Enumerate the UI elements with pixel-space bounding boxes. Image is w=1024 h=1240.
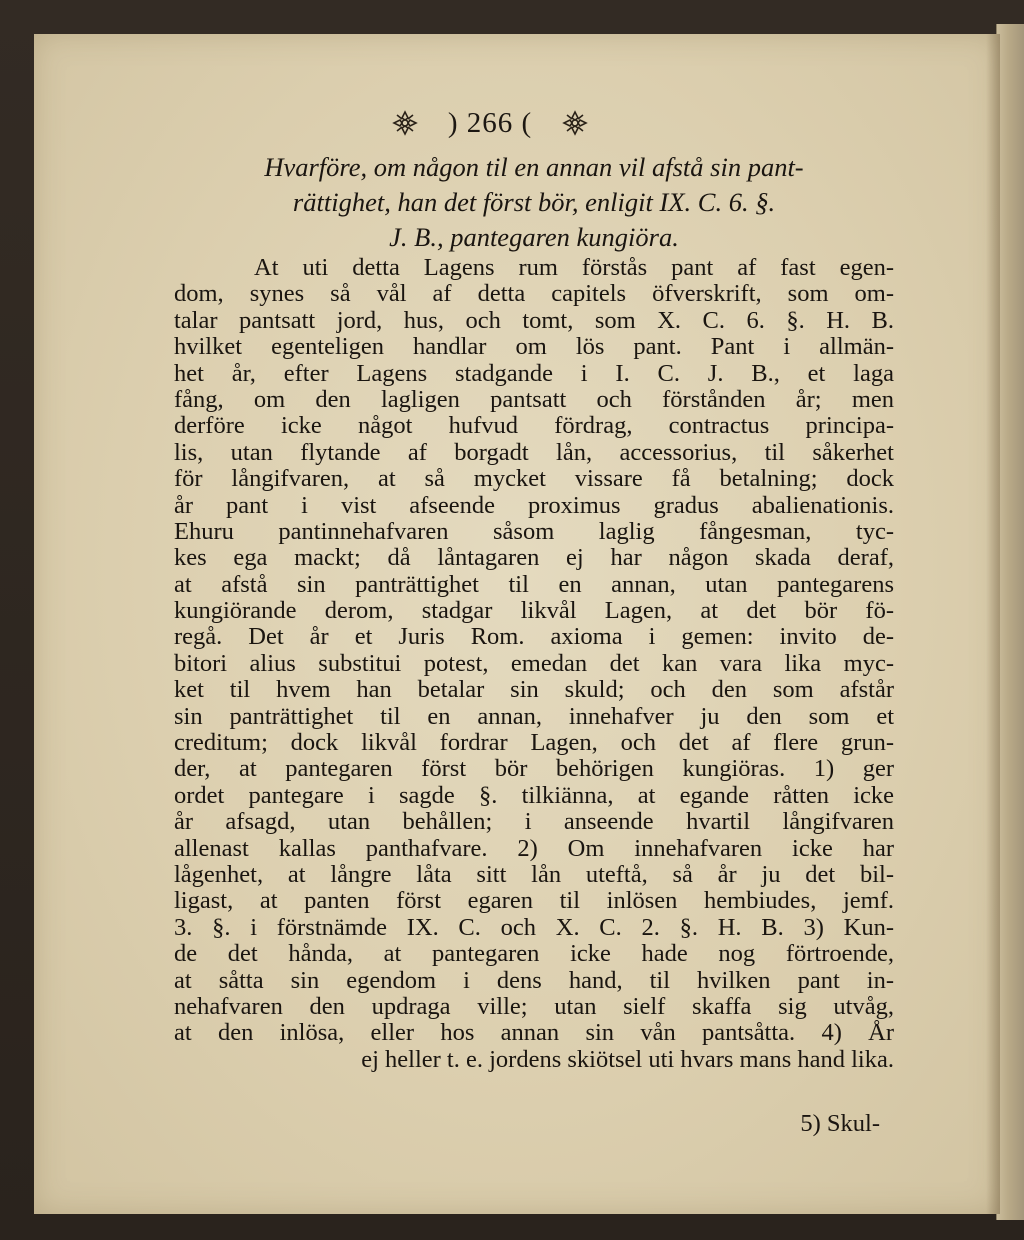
body-line: creditum; dock likvål fordrar Lagen, och det af flere grun-: [174, 730, 894, 757]
binding-shadow: [986, 34, 1000, 1214]
section-heading-line: J. B., pantegaren kungiöra.: [389, 222, 679, 252]
catchword: 5) Skul-: [800, 1110, 880, 1137]
body-line: sin panträttighet til en annan, innehafver ju den som et: [174, 703, 894, 730]
body-line: at afstå sin panträttighet til en annan, utan pantegarens: [174, 571, 894, 598]
body-line: kungiörande derom, stadgar likvål Lagen, at det bör fö-: [174, 598, 894, 625]
body-line: der, at pantegaren först bör behörigen kungiöras. 1) ger: [174, 756, 894, 783]
body-line: derföre icke något hufvud fördrag, contractus principa-: [174, 413, 894, 440]
body-line: regå. Det år et Juris Rom. axioma i gemen: invito de-: [174, 624, 894, 651]
body-line: at såtta sin egendom i dens hand, til hvilken pant in-: [174, 967, 894, 994]
page-number: ) 266 (: [447, 106, 533, 139]
body-line: fång, om den lagligen pantsatt och förstånden år; men: [174, 386, 894, 413]
body-line: lis, utan flytande af borgadt lån, accessorius, til såkerhet: [174, 439, 894, 466]
body-line: allenast kallas panthafvare. 2) Om innehafvaren icke har: [174, 835, 894, 862]
body-line: bitori alius substitui potest, emedan det kan vara lika myc-: [174, 650, 894, 677]
body-line: Ehuru pantinnehafvaren såsom laglig fångesman, tyc-: [174, 518, 894, 545]
body-line: ligast, at panten först egaren til inlösen hembiudes, jemf.: [174, 888, 894, 915]
body-line: för långifvaren, at så mycket vissare få betalning; dock: [174, 466, 894, 493]
body-line: de det hånda, at pantegaren icke hade nog förtroende,: [174, 941, 894, 968]
body-line: år afsagd, utan behållen; i anseende hvartil långifvaren: [174, 809, 894, 836]
section-heading-line: Hvarföre, om någon til en annan vil afstå sin pant-: [264, 152, 804, 182]
body-line: dom, synes så vål af detta capitels öfverskrift, som om-: [174, 281, 894, 308]
body-line: kes ega mackt; då låntagaren ej har någon skada deraf,: [174, 545, 894, 572]
next-page-edge: [996, 24, 1024, 1220]
section-heading-line: rättighet, han det först bör, enligit IX. C. 6. §.: [292, 187, 776, 217]
page-header: [300, 100, 680, 146]
flower-ornament-icon: [562, 110, 588, 136]
body-line: ordet pantegare i sagde §. tilkiänna, at egande råtten icke: [174, 782, 894, 809]
page-text: [174, 150, 894, 1073]
body-line: 3. §. i förstnämde IX. C. och X. C. 2. §. H. B. 3) Kun-: [174, 914, 894, 941]
body-line: At uti detta Lagens rum förstås pant af fast egen-: [254, 255, 894, 281]
body-line: at den inlösa, eller hos annan sin vån pantsåtta. 4) År: [174, 1020, 894, 1047]
body-line: lågenhet, at långre låta sitt lån uteftå, så år ju det bil-: [174, 861, 894, 888]
body-line: nehafvaren den updraga ville; utan sielf skaffa sig utvåg,: [174, 993, 894, 1020]
flower-ornament-icon: [392, 110, 418, 136]
body-line: hvilket egenteligen handlar om lös pant. Pant i allmän-: [174, 334, 894, 361]
body-line: talar pantsatt jord, hus, och tomt, som X. C. 6. §. H. B.: [174, 307, 894, 334]
body-line: het år, efter Lagens stadgande i I. C. J. B., et laga: [174, 360, 894, 387]
body-line: år pant i vist afseende proximus gradus abalienationis.: [174, 492, 894, 519]
body-line: ket til hvem han betalar sin skuld; och den som afstår: [174, 677, 894, 704]
body-line: ej heller t. e. jordens skiötsel uti hvars mans hand lika.: [361, 1046, 894, 1073]
